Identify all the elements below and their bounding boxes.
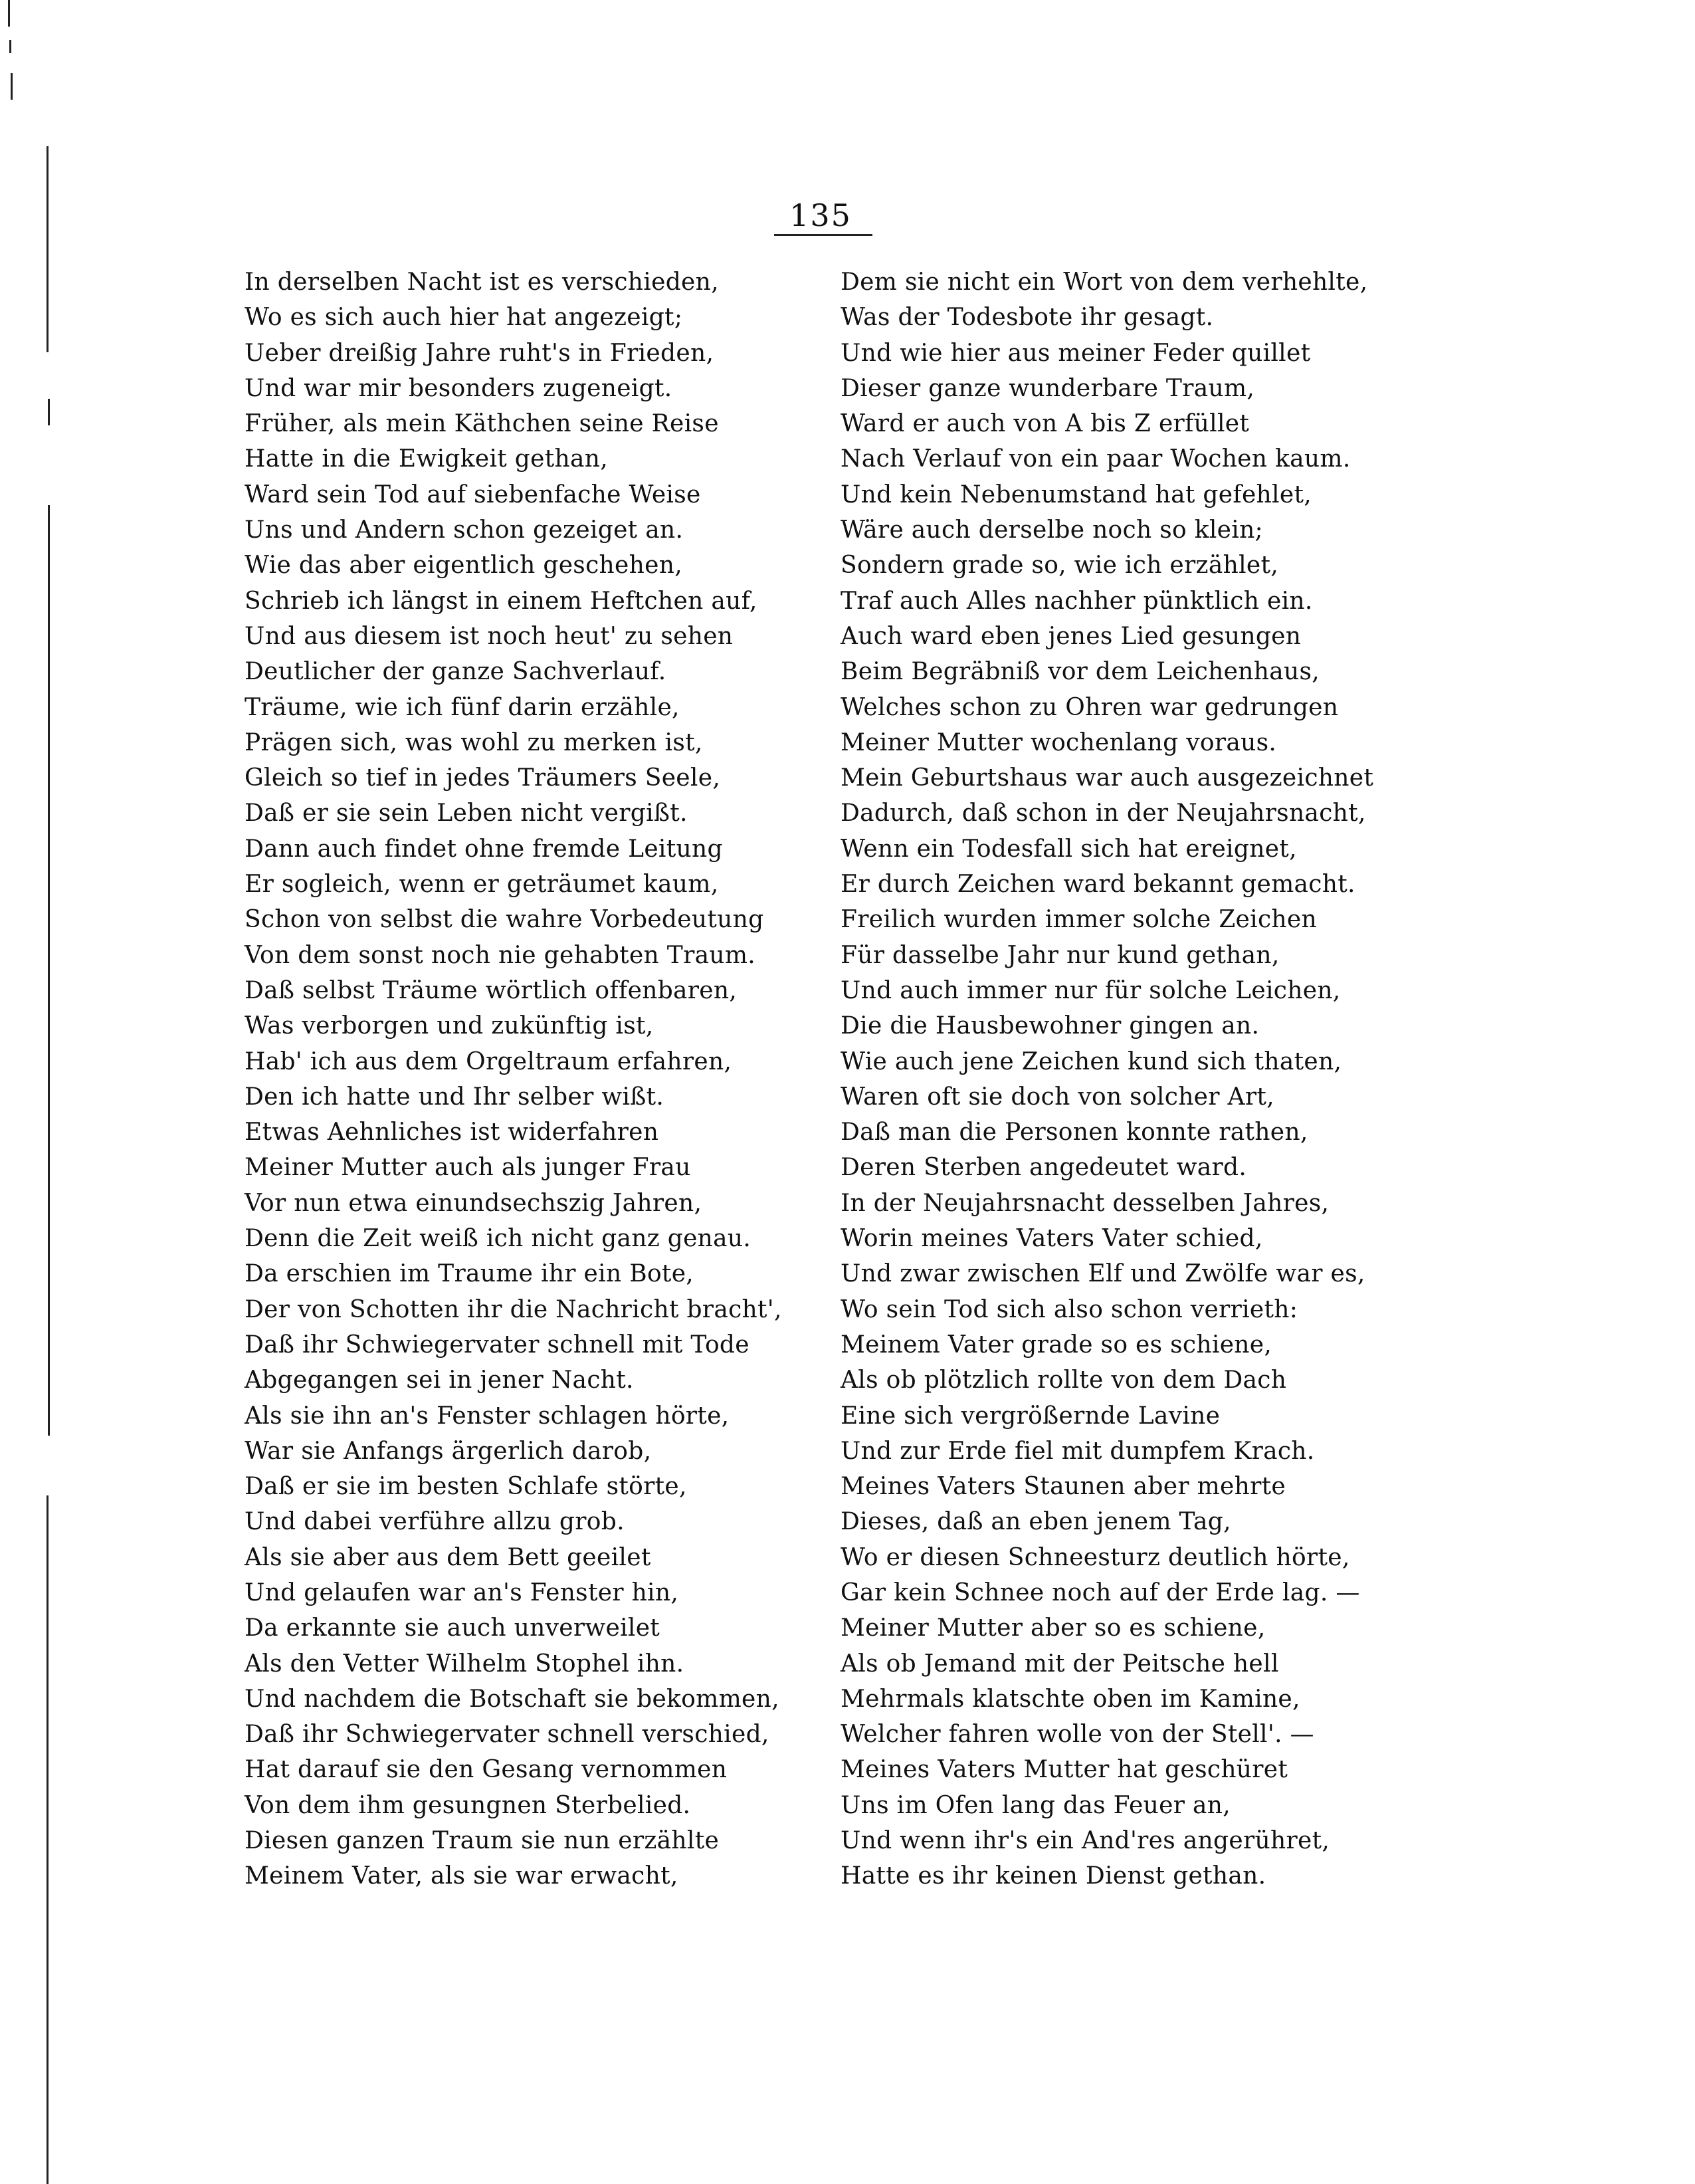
verse-line: Welcher fahren wolle von der Stell'. — bbox=[841, 1721, 1314, 1749]
scan-margin-mark bbox=[9, 40, 11, 53]
verse-line: Dem sie nicht ein Wort von dem verhehlte, bbox=[841, 269, 1368, 296]
verse-line: Traf auch Alles nachher pünktlich ein. bbox=[841, 587, 1313, 615]
verse-line: Der von Schotten ihr die Nachricht bracht', bbox=[245, 1295, 782, 1323]
verse-line: Da erschien im Traume ihr ein Bote, bbox=[245, 1260, 694, 1288]
verse-line: Welches schon zu Ohren war gedrungen bbox=[841, 693, 1339, 721]
verse-line: Wie das aber eigentlich geschehen, bbox=[245, 552, 682, 580]
verse-line: Freilich wurden immer solche Zeichen bbox=[841, 906, 1317, 934]
verse-line: Meinem Vater, als sie war erwacht, bbox=[245, 1862, 678, 1890]
verse-line: Hab' ich aus dem Orgeltraum erfahren, bbox=[245, 1047, 732, 1075]
verse-line: War sie Anfangs ärgerlich darob, bbox=[245, 1437, 652, 1465]
verse-line: Meiner Mutter aber so es schiene, bbox=[841, 1614, 1266, 1642]
verse-line: Dann auch findet ohne fremde Leitung bbox=[245, 835, 723, 863]
verse-line: Und wenn ihr's ein And'res angerühret, bbox=[841, 1827, 1330, 1855]
verse-line: Und war mir besonders zugeneigt. bbox=[245, 374, 672, 402]
scan-margin-mark bbox=[8, 0, 10, 27]
verse-line: Und aus diesem ist noch heut' zu sehen bbox=[245, 622, 734, 650]
verse-line: Als den Vetter Wilhelm Stophel ihn. bbox=[245, 1650, 684, 1678]
verse-line: Wo er diesen Schneesturz deutlich hörte, bbox=[841, 1543, 1350, 1571]
verse-line: Meiner Mutter auch als junger Frau bbox=[245, 1154, 691, 1182]
verse-line: Früher, als mein Käthchen seine Reise bbox=[245, 410, 719, 438]
verse-line: Worin meines Vaters Vater schied, bbox=[841, 1225, 1263, 1253]
verse-line: Und kein Nebenumstand hat gefehlet, bbox=[841, 481, 1312, 508]
verse-line: Meines Vaters Mutter hat geschüret bbox=[841, 1756, 1288, 1784]
scan-margin-mark bbox=[47, 146, 49, 352]
verse-line: Nach Verlauf von ein paar Wochen kaum. bbox=[841, 445, 1351, 473]
verse-line: In der Neujahrsnacht desselben Jahres, bbox=[841, 1189, 1330, 1217]
verse-line: Abgegangen sei in jener Nacht. bbox=[245, 1366, 634, 1394]
verse-line: Ward er auch von A bis Z erfüllet bbox=[841, 410, 1250, 438]
verse-line: Was verborgen und zukünftig ist, bbox=[245, 1012, 654, 1040]
verse-line: Ward sein Tod auf siebenfache Weise bbox=[245, 481, 701, 508]
verse-line: Auch ward eben jenes Lied gesungen bbox=[841, 622, 1302, 650]
verse-line: Gar kein Schnee noch auf der Erde lag. — bbox=[841, 1579, 1360, 1606]
verse-line: Schrieb ich längst in einem Heftchen auf, bbox=[245, 587, 757, 615]
verse-line: Wo sein Tod sich also schon verrieth: bbox=[841, 1295, 1298, 1323]
verse-line: Träume, wie ich fünf darin erzähle, bbox=[245, 693, 680, 721]
verse-line: Deutlicher der ganze Sachverlauf. bbox=[245, 658, 666, 686]
verse-line: Gleich so tief in jedes Träumers Seele, bbox=[245, 764, 721, 792]
verse-line: Meines Vaters Staunen aber mehrte bbox=[841, 1473, 1286, 1501]
verse-line: Beim Begräbniß vor dem Leichenhaus, bbox=[841, 658, 1320, 686]
verse-line: Denn die Zeit weiß ich nicht ganz genau. bbox=[245, 1225, 751, 1253]
verse-line: Er durch Zeichen ward bekannt gemacht. bbox=[841, 871, 1355, 899]
verse-line: Hatte es ihr keinen Dienst gethan. bbox=[841, 1862, 1266, 1890]
verse-line: Schon von selbst die wahre Vorbedeutung bbox=[245, 906, 764, 934]
right-column bbox=[841, 265, 1452, 1894]
verse-line: Daß selbst Träume wörtlich offenbaren, bbox=[245, 976, 738, 1004]
verse-line: Von dem sonst noch nie gehabten Traum. bbox=[245, 941, 756, 969]
scan-margin-mark bbox=[48, 399, 50, 425]
verse-line: Daß ihr Schwiegervater schnell verschied, bbox=[245, 1721, 769, 1749]
verse-line: Daß ihr Schwiegervater schnell mit Tode bbox=[245, 1331, 749, 1359]
verse-line: Und gelaufen war an's Fenster hin, bbox=[245, 1579, 679, 1606]
verse-line: Mein Geburtshaus war auch ausgezeichnet bbox=[841, 764, 1374, 792]
verse-line: Von dem ihm gesungnen Sterbelied. bbox=[245, 1791, 691, 1819]
verse-line: Daß er sie sein Leben nicht vergißt. bbox=[245, 800, 688, 827]
verse-line: Den ich hatte und Ihr selber wißt. bbox=[245, 1083, 664, 1111]
verse-line: Diesen ganzen Traum sie nun erzählte bbox=[245, 1827, 720, 1855]
verse-line: Etwas Aehnliches ist widerfahren bbox=[245, 1119, 659, 1147]
verse-line: Und wie hier aus meiner Feder quillet bbox=[841, 339, 1311, 367]
scan-margin-mark bbox=[47, 1495, 49, 2184]
verse-line: Mehrmals klatschte oben im Kamine, bbox=[841, 1685, 1300, 1713]
page-number: 135 bbox=[789, 197, 852, 233]
verse-line: Meinem Vater grade so es schiene, bbox=[841, 1331, 1272, 1359]
verse-line: Und zwar zwischen Elf und Zwölfe war es, bbox=[841, 1260, 1365, 1288]
verse-line: Für dasselbe Jahr nur kund gethan, bbox=[841, 941, 1280, 969]
verse-line: Als ob Jemand mit der Peitsche hell bbox=[841, 1650, 1279, 1678]
verse-line: Wo es sich auch hier hat angezeigt; bbox=[245, 304, 683, 332]
verse-line: Dieser ganze wunderbare Traum, bbox=[841, 374, 1255, 402]
verse-line: Dieses, daß an eben jenem Tag, bbox=[841, 1508, 1231, 1536]
scan-margin-mark bbox=[48, 505, 50, 1436]
verse-line: Als sie ihn an's Fenster schlagen hörte, bbox=[245, 1402, 730, 1430]
verse-line: Sondern grade so, wie ich erzählet, bbox=[841, 552, 1278, 580]
verse-line: Daß man die Personen konnte rathen, bbox=[841, 1119, 1308, 1147]
scan-margin-mark bbox=[11, 73, 13, 100]
verse-line: Uns im Ofen lang das Feuer an, bbox=[841, 1791, 1231, 1819]
verse-line: Wäre auch derselbe noch so klein; bbox=[841, 516, 1263, 544]
verse-line: Wenn ein Todesfall sich hat ereignet, bbox=[841, 835, 1297, 863]
verse-line: Was der Todesbote ihr gesagt. bbox=[841, 304, 1214, 332]
verse-line: Hat darauf sie den Gesang vernommen bbox=[245, 1756, 728, 1784]
verse-line: Dadurch, daß schon in der Neujahrsnacht, bbox=[841, 800, 1366, 827]
verse-line: Als ob plötzlich rollte von dem Dach bbox=[841, 1366, 1287, 1394]
verse-line: Und nachdem die Botschaft sie bekommen, bbox=[245, 1685, 779, 1713]
verse-line: Vor nun etwa einundsechszig Jahren, bbox=[245, 1189, 702, 1217]
verse-line: Er sogleich, wenn er geträumet kaum, bbox=[245, 871, 719, 899]
verse-line: Und zur Erde fiel mit dumpfem Krach. bbox=[841, 1437, 1315, 1465]
verse-line: Eine sich vergrößernde Lavine bbox=[841, 1402, 1221, 1430]
verse-line: Waren oft sie doch von solcher Art, bbox=[841, 1083, 1274, 1111]
verse-line: Wie auch jene Zeichen kund sich thaten, bbox=[841, 1047, 1342, 1075]
verse-line: Ueber dreißig Jahre ruht's in Frieden, bbox=[245, 339, 714, 367]
verse-line: Hatte in die Ewigkeit gethan, bbox=[245, 445, 608, 473]
left-column bbox=[245, 265, 843, 1894]
verse-line: Daß er sie im besten Schlafe störte, bbox=[245, 1473, 687, 1501]
verse-line: Meiner Mutter wochenlang voraus. bbox=[841, 728, 1277, 756]
header-rule bbox=[774, 234, 872, 236]
verse-line: Uns und Andern schon gezeiget an. bbox=[245, 516, 684, 544]
verse-line: Als sie aber aus dem Bett geeilet bbox=[245, 1543, 651, 1571]
verse-line: Deren Sterben angedeutet ward. bbox=[841, 1154, 1247, 1182]
verse-line: Die die Hausbewohner gingen an. bbox=[841, 1012, 1260, 1040]
verse-line: Und auch immer nur für solche Leichen, bbox=[841, 976, 1341, 1004]
verse-line: Und dabei verführe allzu grob. bbox=[245, 1508, 625, 1536]
verse-line: Prägen sich, was wohl zu merken ist, bbox=[245, 728, 703, 756]
verse-line: In derselben Nacht ist es verschieden, bbox=[245, 269, 719, 296]
verse-line: Da erkannte sie auch unverweilet bbox=[245, 1614, 660, 1642]
